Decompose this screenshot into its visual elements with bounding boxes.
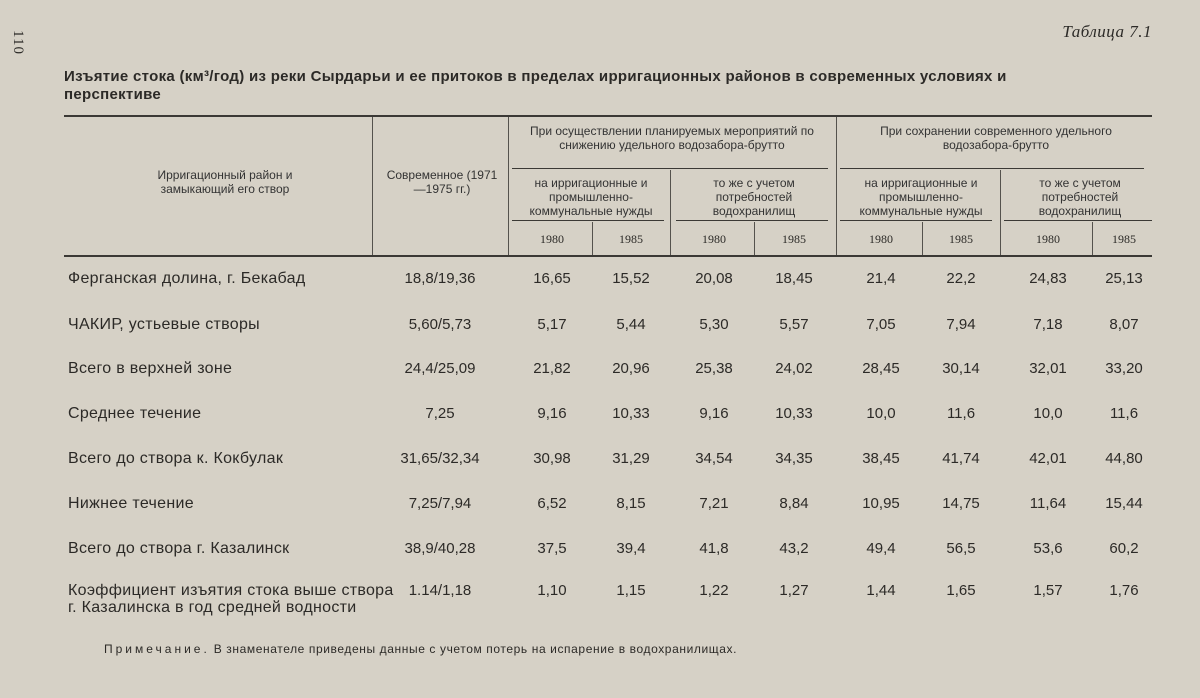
table-cell: 9,16: [537, 405, 567, 422]
table-label: Таблица 7.1: [1062, 22, 1152, 41]
table-cell: 18,45: [775, 270, 813, 287]
cell-current: 1.14/1,18: [408, 582, 472, 599]
year-header: 1985: [949, 232, 973, 246]
table-cell: 44,80: [1105, 450, 1143, 467]
table-cell: 10,0: [1033, 405, 1063, 422]
table-cell: 11,6: [1109, 405, 1139, 422]
table-cell: 21,82: [533, 360, 571, 377]
header-preserved-reservoirs: то же с учетом потребностей водохранилищ: [1038, 176, 1122, 218]
col-divider-region: [372, 117, 373, 255]
year-header: 1980: [540, 232, 564, 246]
page-number: 110: [10, 30, 26, 55]
table-cell: 16,65: [533, 270, 571, 287]
table-cell: 7,94: [946, 316, 976, 333]
row-label: Всего до створа к. Кокбулак: [68, 450, 284, 467]
cell-current: 7,25/7,94: [408, 495, 472, 512]
group-rule-planned: [512, 168, 828, 169]
table-cell: 32,01: [1029, 360, 1067, 377]
table-cell: 5,17: [537, 316, 567, 333]
header-planned-irrigation: на ирригационные и промышленно-коммунальные нужды: [529, 176, 653, 218]
table-cell: 34,35: [775, 450, 813, 467]
table-cell: 1,10: [537, 582, 567, 599]
table-title: Изъятие стока (км³/год) из реки Сырдарьи и ее притоков в пределах ирригационных районов в современных условиях и перспективе: [64, 68, 1007, 103]
table-cell: 7,18: [1033, 316, 1063, 333]
table-cell: 41,74: [942, 450, 980, 467]
table-top-rule: [64, 115, 1152, 117]
row-label: Всего до створа г. Казалинск: [68, 540, 290, 557]
row-label: Нижнее течение: [68, 495, 194, 512]
table-cell: 8,84: [779, 495, 809, 512]
table-cell: 10,95: [862, 495, 900, 512]
table-cell: 11,64: [1029, 495, 1067, 512]
year-header: 1980: [702, 232, 726, 246]
table-cell: 5,44: [616, 316, 646, 333]
row-label: Коэффициент изъятия стока выше створа г. Казалинска в год средней водности: [68, 582, 394, 616]
cell-current: 5,60/5,73: [408, 316, 472, 333]
col-divider-sub-1: [670, 170, 671, 255]
table-cell: 31,29: [612, 450, 650, 467]
subgroup-rule-4: [1004, 220, 1152, 221]
cell-current: 38,9/40,28: [404, 540, 476, 557]
subgroup-rule-1: [512, 220, 664, 221]
table-cell: 8,15: [616, 495, 646, 512]
header-region: Ирригационный район и замыкающий его створ: [157, 168, 293, 196]
table-cell: 30,98: [533, 450, 571, 467]
table-cell: 1,57: [1033, 582, 1063, 599]
col-divider-sub-2: [1000, 170, 1001, 255]
table-cell: 15,52: [612, 270, 650, 287]
cell-current: 7,25: [425, 405, 455, 422]
year-header: 1985: [1112, 232, 1136, 246]
table-cell: 14,75: [942, 495, 980, 512]
table-note: [104, 642, 737, 656]
table-cell: 38,45: [862, 450, 900, 467]
table-cell: 34,54: [695, 450, 733, 467]
table-cell: 41,8: [699, 540, 729, 557]
table-cell: 1,76: [1109, 582, 1139, 599]
table-cell: 7,21: [699, 495, 729, 512]
table-cell: 20,96: [612, 360, 650, 377]
col-divider-groups: [836, 117, 837, 255]
table-cell: 39,4: [616, 540, 646, 557]
cell-current: 18,8/19,36: [404, 270, 476, 287]
table-cell: 49,4: [866, 540, 896, 557]
year-header: 1985: [782, 232, 806, 246]
table-cell: 1,15: [616, 582, 646, 599]
table-cell: 60,2: [1109, 540, 1139, 557]
cell-current: 24,4/25,09: [404, 360, 476, 377]
year-header: 1980: [1036, 232, 1060, 246]
table-cell: 20,08: [695, 270, 733, 287]
row-label: Среднее течение: [68, 405, 202, 422]
table-cell: 43,2: [779, 540, 809, 557]
table-cell: 1,27: [779, 582, 809, 599]
table-cell: 22,2: [946, 270, 976, 287]
table-cell: 37,5: [537, 540, 567, 557]
header-planned-reservoirs: то же с учетом потребностей водохранилищ: [712, 176, 796, 218]
table-cell: 24,83: [1029, 270, 1067, 287]
table-cell: 5,30: [699, 316, 729, 333]
table-cell: 5,57: [779, 316, 809, 333]
table-cell: 21,4: [866, 270, 896, 287]
table-cell: 1,65: [946, 582, 976, 599]
table-cell: 10,33: [612, 405, 650, 422]
note-text: В знаменателе приведены данные с учетом потерь на испарение в водохранилищах.: [213, 642, 738, 656]
cell-current: 31,65/32,34: [400, 450, 480, 467]
subgroup-rule-2: [676, 220, 828, 221]
row-label: Всего в верхней зоне: [68, 360, 233, 377]
table-cell: 53,6: [1033, 540, 1063, 557]
table-cell: 42,01: [1029, 450, 1067, 467]
table-cell: 25,38: [695, 360, 733, 377]
table-cell: 30,14: [942, 360, 980, 377]
table-cell: 6,52: [537, 495, 567, 512]
header-preserved-group: При сохранении современного удельного водозабора-брутто: [880, 124, 1112, 152]
subgroup-rule-3: [840, 220, 992, 221]
table-cell: 10,33: [775, 405, 813, 422]
header-planned-group: При осуществлении планируемых мероприятий по снижению удельного водозабора-брутто: [530, 124, 814, 152]
table-cell: 56,5: [946, 540, 976, 557]
table-cell: 1,22: [699, 582, 729, 599]
table-cell: 24,02: [775, 360, 813, 377]
header-current: Современное (1971—1975 гг.): [386, 168, 498, 196]
note-prefix: Примечание.: [104, 642, 210, 656]
col-divider-current: [508, 117, 509, 255]
year-header: 1980: [869, 232, 893, 246]
row-label: Ферганская долина, г. Бекабад: [68, 270, 306, 287]
table-cell: 8,07: [1109, 316, 1139, 333]
group-rule-preserved: [840, 168, 1144, 169]
table-cell: 1,44: [866, 582, 896, 599]
table-cell: 15,44: [1105, 495, 1143, 512]
row-label: ЧАКИР, устьевые створы: [68, 316, 260, 333]
year-header: 1985: [619, 232, 643, 246]
table-cell: 33,20: [1105, 360, 1143, 377]
table-cell: 9,16: [699, 405, 729, 422]
table-cell: 25,13: [1105, 270, 1143, 287]
header-preserved-irrigation: на ирригационные и промышленно-коммунальные нужды: [859, 176, 983, 218]
header-bottom-rule: [64, 255, 1152, 257]
table-cell: 7,05: [866, 316, 896, 333]
table-cell: 11,6: [946, 405, 976, 422]
table-cell: 28,45: [862, 360, 900, 377]
table-cell: 10,0: [866, 405, 896, 422]
